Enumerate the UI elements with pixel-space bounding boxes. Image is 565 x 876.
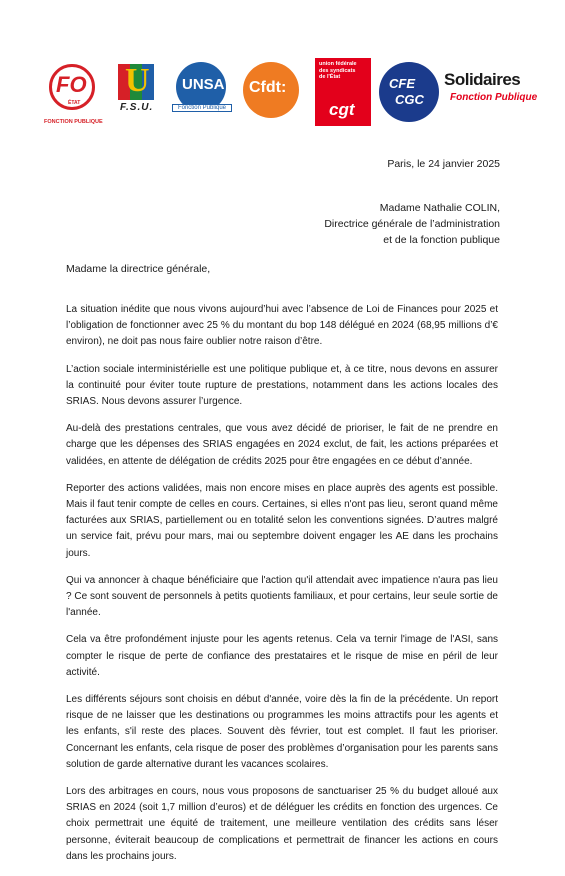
solidaires-logo-text: Solidaires <box>444 70 521 89</box>
unsa-logo-subtitle: Fonction Publique <box>172 104 232 112</box>
fsu-logo-letter: U <box>125 62 150 99</box>
recipient-address <box>324 200 500 248</box>
cfdt-logo <box>243 62 299 118</box>
fo-logo <box>44 64 104 134</box>
solidaires-logo-subtitle: Fonction Publique <box>450 92 538 103</box>
paragraph: Cela va être profondément injuste pour les agents retenus. Cela va ternir l'image de l'ASI, sans compter le risque de perte de confiance des prestataires et le risque de mise en péril de leur activité. <box>66 634 498 678</box>
paragraph: Reporter des actions validées, mais non encore mises en place auprès des agents est possible. Mais il faut tenir compte de celles en cours. Certaines, si elles n'ont pas lieu, seront quand même facturées aux SRIAS, partiellement ou en totalité selon les conventions signées. D’autres malgré un service fait, prévu pour mars, mai ou septembre doivent engager les AE dans les prochains jours. <box>66 482 498 559</box>
paragraph: Lors des arbitrages en cours, nous vous proposons de sanctuariser 25 % du budget alloué aux SRIAS en 2024 (soit 1,7 million d’euros) et de déléguer les crédits en fonction des urgences. Ce choix permettrait une équité de traitement, une meilleure ventilation des crédits sans léser personne, éviterait beaucoup de complications et permettrait de financer les actions en cours dans les prochains jours. <box>66 786 498 862</box>
paragraph: La situation inédite que nous vivons aujourd’hui avec l’absence de Loi de Finances pour 2025 et l’obligation de fonctionner avec 25 % du montant du bop 148 délégué en 2024 (68,95 millions d’€ environ), ne doit pas nous faire oublier notre raison d’être. <box>66 304 498 348</box>
unsa-logo-text: UNSA <box>182 76 225 93</box>
letter-body <box>66 302 498 876</box>
fo-logo-etat: ÉTAT <box>68 100 81 106</box>
solidaires-logo <box>444 70 538 110</box>
fsu-logo-text: F.S.U. <box>120 102 154 113</box>
recipient-name: Madame Nathalie COLIN, <box>379 202 500 214</box>
fo-logo-subtitle: FONCTION PUBLIQUE <box>44 119 103 125</box>
paragraph: Qui va annoncer à chaque bénéficiaire que l'action qu'il attendait avec impatience n'aura pas lieu ? Ce sont souvent de personnels à petits quotients familiaux, et pour certains, leur seule sortie de l'année. <box>66 574 498 619</box>
cfe-cgc-logo <box>379 62 439 122</box>
cgt-logo <box>315 58 371 126</box>
fsu-logo <box>118 64 160 114</box>
recipient-title-line2: et de la fonction publique <box>383 234 500 246</box>
cgt-logo-text: union fédérale des syndicats de l'État <box>319 61 357 80</box>
cgt-logo-brand: cgt <box>329 100 355 119</box>
unsa-logo <box>172 62 230 118</box>
union-logos-header <box>44 58 538 133</box>
cfe-logo-line2: CGC <box>395 92 424 107</box>
fo-logo-text: FO <box>56 72 87 97</box>
letter-date: Paris, le 24 janvier 2025 <box>387 158 500 170</box>
recipient-title-line1: Directrice générale de l’administration <box>324 218 500 230</box>
paragraph: Les différents séjours sont choisis en début d'année, voire dès la fin de la précédente. Un report risque de ne laisser que les destinations ou programmes les moins attractifs pour les agents et les enfants, s'il reste des places. Souvent dès février, tout est complet. Il faut les prioriser. Concernant les enfants, cela risque de poser des problèmes d’organisation pour les parents sans solution de garde alternative durant les vacances scolaires. <box>66 694 498 770</box>
cfe-logo-line1: CFE <box>389 76 415 91</box>
cfdt-logo-text: Cfdt: <box>249 79 287 96</box>
paragraph: L’action sociale interministérielle est une politique publique et, à ce titre, nous devons en assurer la continuité pour éviter toute rupture de prestations, notamment dans les actions locales des SRIAS. Nous devons assurer l’urgence. <box>66 363 498 408</box>
paragraph: Au-delà des prestations centrales, que vous avez décidé de prioriser, le fait de ne prendre en charge que les dépenses des SRIAS engagées en 2024 exclut, de fait, les actions préparées et validées, en attente de délégation de crédits 2025 pour être engagées en ce début d’année. <box>66 423 498 467</box>
salutation: Madame la directrice générale, <box>66 263 211 275</box>
